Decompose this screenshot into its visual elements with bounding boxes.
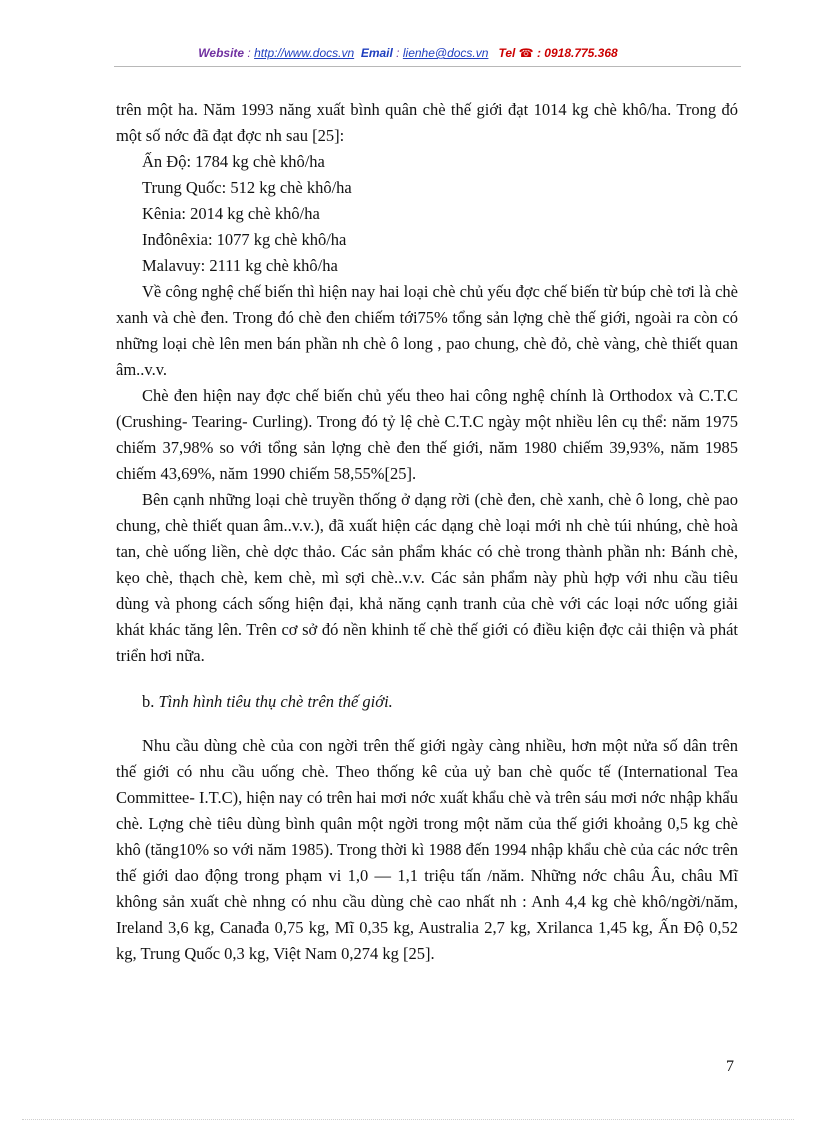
- site-url-link[interactable]: http://www.docs.vn: [254, 46, 355, 60]
- colon-separator: :: [392, 46, 403, 60]
- paragraph: trên một ha. Năm 1993 năng xuất bình quân chè thế giới đạt 1014 kg chè khô/ha. Trong đó một số nớc đã đạt đợc nh sau [25]:: [116, 100, 738, 145]
- email-label: Email: [360, 46, 393, 60]
- site-label: Website: [198, 46, 245, 60]
- list-item: Malavuy: 2111 kg chè khô/ha: [142, 256, 338, 275]
- section-heading-title: Tình hình tiêu thụ chè trên thế giới.: [158, 692, 393, 711]
- header-divider: [114, 66, 741, 67]
- list-item: Trung Quốc: 512 kg chè khô/ha: [142, 178, 352, 197]
- list-item: Kênia: 2014 kg chè khô/ha: [142, 204, 320, 223]
- paragraph: Chè đen hiện nay đợc chế biến chủ yếu theo hai công nghệ chính là Orthodox và C.T.C (Crushing- Tearing- Curling). Trong đó tỷ lệ chè C.T.C ngày một nhiều lên cụ thể: năm 1975 chiếm 37,98% so với tổng sản lợng chè đen thế giới, năm 1980 chiếm 39,93%, năm 1985 chiếm 43,69%, năm 1990 chiếm 58,55%[25].: [116, 386, 738, 483]
- paragraph: Về công nghệ chế biến thì hiện nay hai loại chè chủ yếu đợc chế biến từ búp chè tơi là chè xanh và chè đen. Trong đó chè đen chiếm tới75% tổng sản lợng chè thế giới, ngoài ra còn có những loại chè lên men bán phần nh chè ô long , pao chung, chè đỏ, chè vàng, chè thiết quan âm..v.v.: [116, 282, 738, 379]
- list-item: Ấn Độ: 1784 kg chè khô/ha: [142, 152, 325, 171]
- tel-label: Tel ☎ : 0918.775.368: [498, 46, 618, 60]
- page-header: [0, 46, 816, 60]
- list-item: Inđônêxia: 1077 kg chè khô/ha: [142, 230, 347, 249]
- colon-separator: :: [244, 46, 255, 60]
- section-heading: [116, 689, 738, 715]
- page-number: 7: [726, 1058, 734, 1075]
- email-link[interactable]: lienhe@docs.vn: [402, 46, 489, 60]
- paragraph: Bên cạnh những loại chè truyền thống ở dạng rời (chè đen, chè xanh, chè ô long, chè pao chung, chè thiết quan âm..v.v.), đã xuất hiện các dạng chè loại mới nh chè túi nhúng, chè hoà tan, chè uống liền, chè dợc thảo. Các sản phẩm khác có chè trong thành phần nh: Bánh chè, kẹo chè, thạch chè, kem chè, mì sợi chè..v.v. Các sản phẩm này phù hợp với nhu cầu tiêu dùng và phong cách sống hiện đại, khả năng cạnh tranh của chè với các loại nớc uống giải khát khác tăng lên. Trên cơ sở đó nền khinh tế chè thế giới có điều kiện đợc cải thiện và phát triển hơi nữa.: [116, 490, 738, 665]
- page-bottom-divider: [22, 1119, 794, 1120]
- section-heading-prefix: b.: [142, 692, 159, 711]
- paragraph: Nhu cầu dùng chè của con ngời trên thế giới ngày càng nhiều, hơn một nửa số dân trên thế giới có nhu cầu uống chè. Theo thống kê của uỷ ban chè quốc tế (International Tea Committee- I.T.C), hiện nay có trên hai mơi nớc xuất khẩu chè và trên sáu mơi nớc nhập khẩu chè. Lợng chè tiêu dùng bình quân một ngời trong một năm của thế giới khoảng 0,5 kg chè khô (tăng10% so với năm 1985). Trong thời kì 1988 đến 1994 nhập khẩu chè của các nớc trên thế giới dao động trong phạm vi 1,0 — 1,1 triệu tấn /năm. Những nớc châu Âu, châu Mĩ không sản xuất chè nhng có nhu cầu dùng chè cao nhất nh : Anh 4,4 kg chè khô/ngời/năm, Ireland 3,6 kg, Canađa 0,75 kg, Mĩ 0,35 kg, Australia 2,7 kg, Xrilanca 1,45 kg, Ấn Độ 0,52 kg, Trung Quốc 0,3 kg, Việt Nam 0,274 kg [25].: [116, 736, 738, 963]
- document-body: [116, 97, 738, 967]
